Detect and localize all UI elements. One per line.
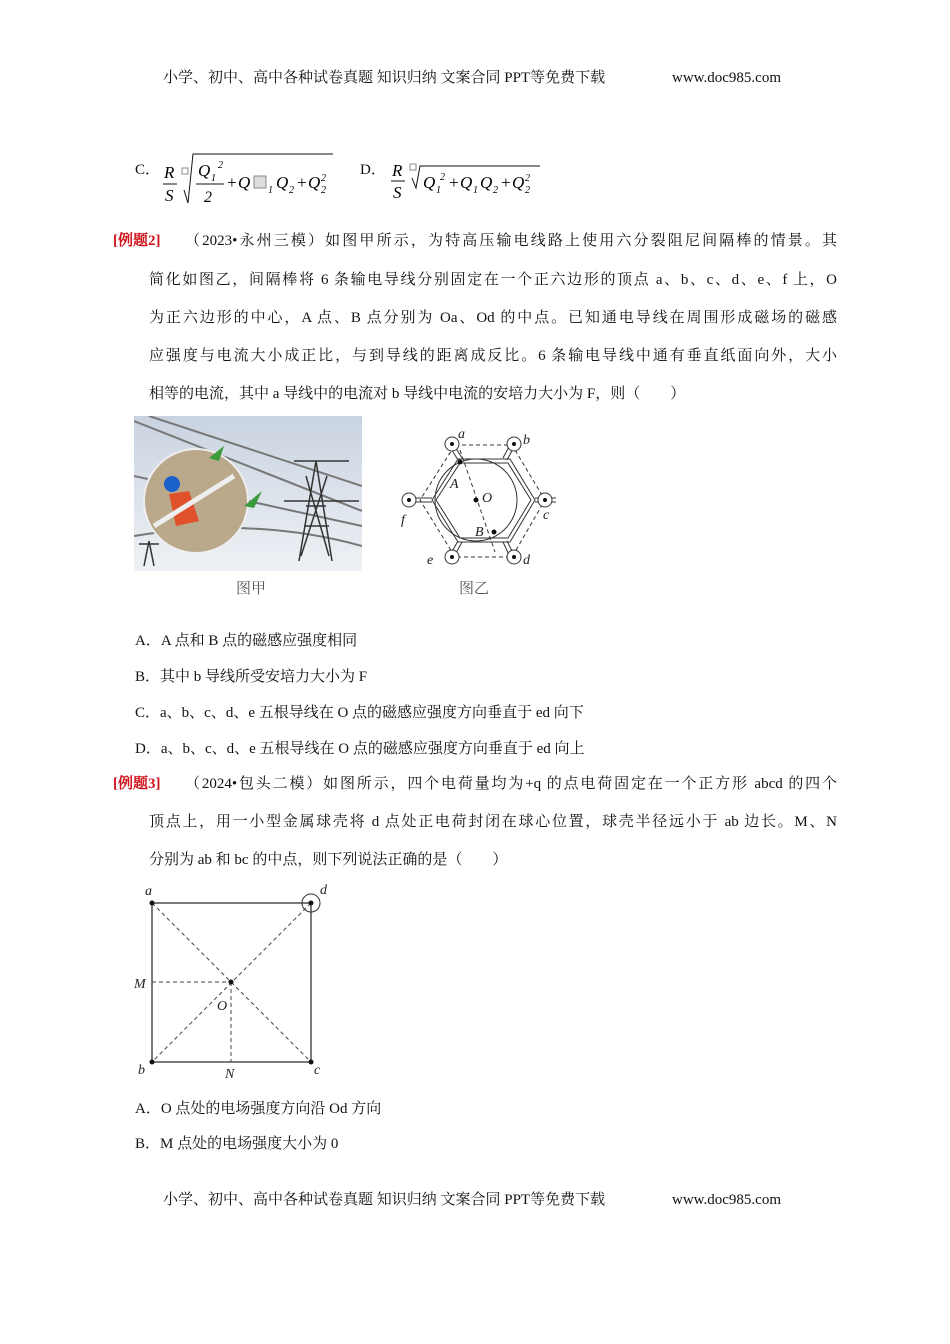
example3-option-a: A．O 点处的电场强度方向沿 Od 方向 bbox=[135, 1101, 382, 1117]
example2-option-b: B．其中 b 导线所受安培力大小为 F bbox=[135, 669, 368, 685]
example2-tag: [例题2] bbox=[113, 233, 161, 249]
example3-tag: [例题3] bbox=[113, 776, 161, 792]
label-d: d bbox=[320, 883, 327, 898]
svg-text:+: + bbox=[296, 173, 308, 192]
svg-text:Q: Q bbox=[460, 173, 473, 192]
svg-text:2: 2 bbox=[204, 189, 212, 206]
example3-line: 顶点上，用一小型金属球壳将 d 点处正电荷封闭在球心位置，球壳半径远小于 ab 边长。M、N bbox=[149, 814, 837, 830]
svg-text:Q: Q bbox=[198, 161, 211, 180]
svg-text:Q: Q bbox=[238, 173, 251, 192]
svg-text:2: 2 bbox=[321, 185, 326, 196]
label-O: O bbox=[217, 999, 228, 1014]
label-N: N bbox=[225, 1067, 235, 1082]
example2-line: 相等的电流，其中 a 导线中的电流对 b 导线中电流的安培力大小为 F，则（ ） bbox=[149, 386, 686, 402]
label-a: a bbox=[458, 427, 465, 442]
label-b: b bbox=[138, 1063, 145, 1078]
square-diagram bbox=[130, 878, 340, 1083]
example2-option-c: C．a、b、c、d、e 五根导线在 O 点的磁感应强度方向垂直于 ed 向下 bbox=[135, 705, 584, 721]
svg-text:+: + bbox=[500, 173, 512, 192]
footer-url[interactable]: www.doc985.com bbox=[672, 1192, 782, 1208]
svg-text:1: 1 bbox=[268, 185, 273, 196]
svg-text:Q: Q bbox=[480, 173, 493, 192]
example2-line: （2023•永州三模）如图甲所示，为特高压输电线路上使用六分裂阻尼间隔棒的情景。其 bbox=[185, 233, 837, 249]
example3-option-b: B．M 点处的电场强度大小为 0 bbox=[135, 1136, 339, 1152]
label-M: M bbox=[134, 977, 146, 992]
svg-text:+: + bbox=[448, 173, 460, 192]
svg-text:2: 2 bbox=[218, 160, 223, 171]
svg-text:Q: Q bbox=[276, 173, 289, 192]
label-f: f bbox=[401, 513, 405, 528]
label-a: a bbox=[145, 884, 152, 899]
label-c: c bbox=[314, 1063, 321, 1078]
example2-option-a: A．A 点和 B 点的磁感应强度相同 bbox=[135, 633, 358, 649]
label-c: c bbox=[543, 508, 550, 523]
example2-option-d: D．a、b、c、d、e 五根导线在 O 点的磁感应强度方向垂直于 ed 向上 bbox=[135, 741, 585, 757]
option-d-formula bbox=[388, 152, 548, 204]
svg-text:2: 2 bbox=[289, 185, 294, 196]
svg-text:Q: Q bbox=[423, 173, 436, 192]
svg-text:1: 1 bbox=[473, 185, 478, 196]
figure1-caption: 图甲 bbox=[236, 581, 267, 597]
figure2-caption: 图乙 bbox=[459, 581, 490, 597]
svg-text:S: S bbox=[393, 183, 402, 202]
label-A: A bbox=[450, 477, 459, 492]
label-d: d bbox=[523, 553, 530, 568]
example2-line: 应强度与电流大小成正比，与到导线的距离成反比。6 条输电导线中通有垂直纸面向外，大小 bbox=[149, 348, 837, 364]
example3-line: 分别为 ab 和 bc 的中点，则下列说法正确的是（ ） bbox=[149, 852, 508, 868]
example3-line: （2024•包头二模）如图所示，四个电荷量均为+q 的点电荷固定在一个正方形 abcd 的四个 bbox=[185, 776, 837, 792]
footer-text: 小学、初中、高中各种试卷真题 知识归纳 文案合同 PPT等免费下载 bbox=[163, 1192, 606, 1208]
label-e: e bbox=[427, 553, 434, 568]
example2-line: 为正六边形的中心，A 点、B 点分别为 Oa、Od 的中点。已知通电导线在周围形成磁场的磁感 bbox=[149, 310, 837, 326]
label-b: b bbox=[523, 433, 530, 448]
option-d-label: D． bbox=[360, 162, 386, 178]
option-c-formula bbox=[160, 148, 340, 208]
label-B: B bbox=[475, 525, 484, 540]
svg-text:1: 1 bbox=[211, 173, 216, 184]
svg-text:R: R bbox=[392, 161, 403, 180]
svg-text:2: 2 bbox=[321, 173, 326, 184]
svg-text:2: 2 bbox=[525, 173, 530, 184]
header-text: 小学、初中、高中各种试卷真题 知识归纳 文案合同 PPT等免费下载 bbox=[163, 70, 606, 86]
svg-text:R: R bbox=[164, 163, 175, 182]
svg-text:+: + bbox=[226, 173, 238, 192]
svg-text:Q: Q bbox=[512, 173, 525, 192]
svg-text:1: 1 bbox=[436, 185, 441, 196]
option-c-label: C． bbox=[135, 162, 161, 178]
hexagon-diagram bbox=[390, 420, 565, 580]
svg-text:2: 2 bbox=[440, 172, 445, 183]
header-url[interactable]: www.doc985.com bbox=[672, 70, 782, 86]
example2-line: 简化如图乙，间隔棒将 6 条输电导线分别固定在一个正六边形的顶点 a、b、c、d、e、f 上，O bbox=[149, 272, 837, 288]
svg-text:2: 2 bbox=[525, 185, 530, 196]
power-line-photo bbox=[134, 416, 362, 571]
svg-text:S: S bbox=[165, 186, 174, 205]
svg-text:2: 2 bbox=[493, 185, 498, 196]
svg-text:Q: Q bbox=[308, 173, 321, 192]
label-O: O bbox=[482, 491, 493, 506]
